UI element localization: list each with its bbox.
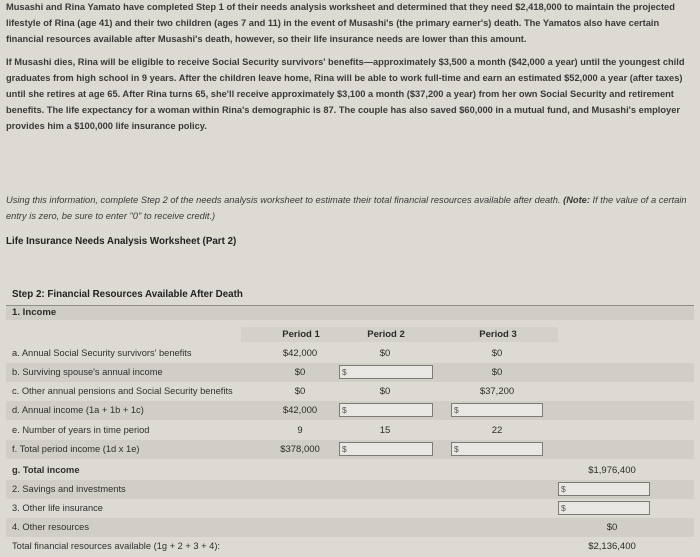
- note-label: (Note:: [563, 195, 590, 205]
- row-f: [6, 440, 694, 459]
- row-d-p1: $42,000: [282, 405, 318, 416]
- row-g-total: $1,976,400: [588, 465, 636, 476]
- row-d-label: d. Annual income (1a + 1b + 1c): [12, 405, 144, 415]
- period-1-header: Period 1: [241, 327, 361, 342]
- row-e-p3: 22: [491, 425, 503, 436]
- other-life-insurance-input[interactable]: [558, 501, 650, 515]
- row-f-p3-input[interactable]: [451, 442, 543, 456]
- period-2-header: Period 2: [326, 327, 446, 342]
- period-3-header: Period 3: [438, 327, 558, 342]
- row-c-p2: $0: [379, 386, 391, 397]
- row-other-life-insurance: [6, 499, 694, 518]
- row-e: [6, 421, 694, 440]
- row-c-label: c. Other annual pensions and Social Security benefits: [12, 386, 233, 396]
- income-heading-bar: [6, 306, 694, 320]
- row-b-p2-input[interactable]: [339, 365, 433, 379]
- note-text: If the value of a certain entry is zero, be sure to enter "0" to receive credit.): [6, 195, 687, 221]
- intro-paragraph-1: Musashi and Rina Yamato have completed Step 1 of their needs analysis worksheet and determined that they need $2,418,000 to maintain the projected lifestyle of Rina (age 41) and their two children (ages 7 and 11) in the event of Musashi's (the primary earner's) death. The Yamatos also have certain financial resources available after Musashi's death, however, so their life insurance needs are lower than this amount.: [6, 2, 675, 44]
- row-e-p1: 9: [297, 425, 303, 436]
- savings-input[interactable]: [558, 482, 650, 496]
- other-life-insurance-label: 3. Other life insurance: [12, 503, 103, 513]
- row-b-p3: $0: [491, 367, 503, 378]
- row-savings: [6, 480, 694, 499]
- row-a-p2: $0: [379, 348, 391, 359]
- dollar-sign: $: [454, 444, 459, 454]
- row-g-label: g. Total income: [12, 465, 80, 475]
- row-a-label: a. Annual Social Security survivors' benefits: [12, 348, 192, 358]
- row-d-p2-input[interactable]: [339, 403, 433, 417]
- row-b-p1: $0: [294, 367, 306, 378]
- dollar-sign: $: [342, 405, 347, 415]
- row-e-label: e. Number of years in time period: [12, 425, 150, 435]
- other-resources-label: 4. Other resources: [12, 522, 89, 532]
- row-a-p1: $42,000: [282, 348, 318, 359]
- worksheet-title: Life Insurance Needs Analysis Worksheet (Part 2): [6, 236, 237, 247]
- row-d: [6, 401, 694, 420]
- dollar-sign: $: [561, 503, 566, 513]
- total-value: $2,136,400: [588, 541, 636, 552]
- row-c-p1: $0: [294, 386, 306, 397]
- total-label: Total financial resources available (1g + 2 + 3 + 4):: [12, 541, 221, 551]
- row-c: [6, 382, 694, 401]
- instructions: [6, 193, 696, 224]
- intro-paragraph-2: If Musashi dies, Rina will be eligible to receive Social Security survivors' benefits—approximately $3,500 a month ($42,000 a year) until the youngest child graduates from high school in 9 years. After the children leave home, Rina will be able to work full-time and earn an estimated $52,000 a year (after taxes) until she retires at age 65. After Rina turns 65, she'll receive approximately $3,100 a month ($37,200 a year) from her own Social Security and retirement benefits. The life expectancy for a woman within Rina's demographic is 87. The couple has also saved $60,000 in a mutual fund, and Musashi's employer provides him a $100,000 life insurance policy.: [6, 57, 685, 131]
- dollar-sign: $: [454, 405, 459, 415]
- dollar-sign: $: [561, 484, 566, 494]
- row-total: [6, 537, 694, 556]
- row-other-resources: [6, 518, 694, 537]
- row-b: [6, 363, 694, 382]
- savings-label: 2. Savings and investments: [12, 484, 126, 494]
- row-a: [6, 344, 694, 363]
- row-f-label: f. Total period income (1d x 1e): [12, 444, 140, 454]
- row-c-p3: $37,200: [479, 386, 515, 397]
- problem-intro: [6, 0, 696, 142]
- row-e-p2: 15: [379, 425, 391, 436]
- step2-title: Step 2: Financial Resources Available After Death: [12, 289, 243, 300]
- other-resources-value: $0: [606, 522, 618, 533]
- income-heading: 1. Income: [12, 307, 57, 318]
- row-d-p3-input[interactable]: [451, 403, 543, 417]
- row-g: [6, 461, 694, 480]
- row-b-label: b. Surviving spouse's annual income: [12, 367, 163, 377]
- instructions-text: Using this information, complete Step 2 of the needs analysis worksheet to estimate their total financial resources available after death.: [6, 195, 561, 205]
- row-f-p1: $378,000: [280, 444, 320, 455]
- dollar-sign: $: [342, 367, 347, 377]
- dollar-sign: $: [342, 444, 347, 454]
- row-f-p2-input[interactable]: [339, 442, 433, 456]
- row-a-p3: $0: [491, 348, 503, 359]
